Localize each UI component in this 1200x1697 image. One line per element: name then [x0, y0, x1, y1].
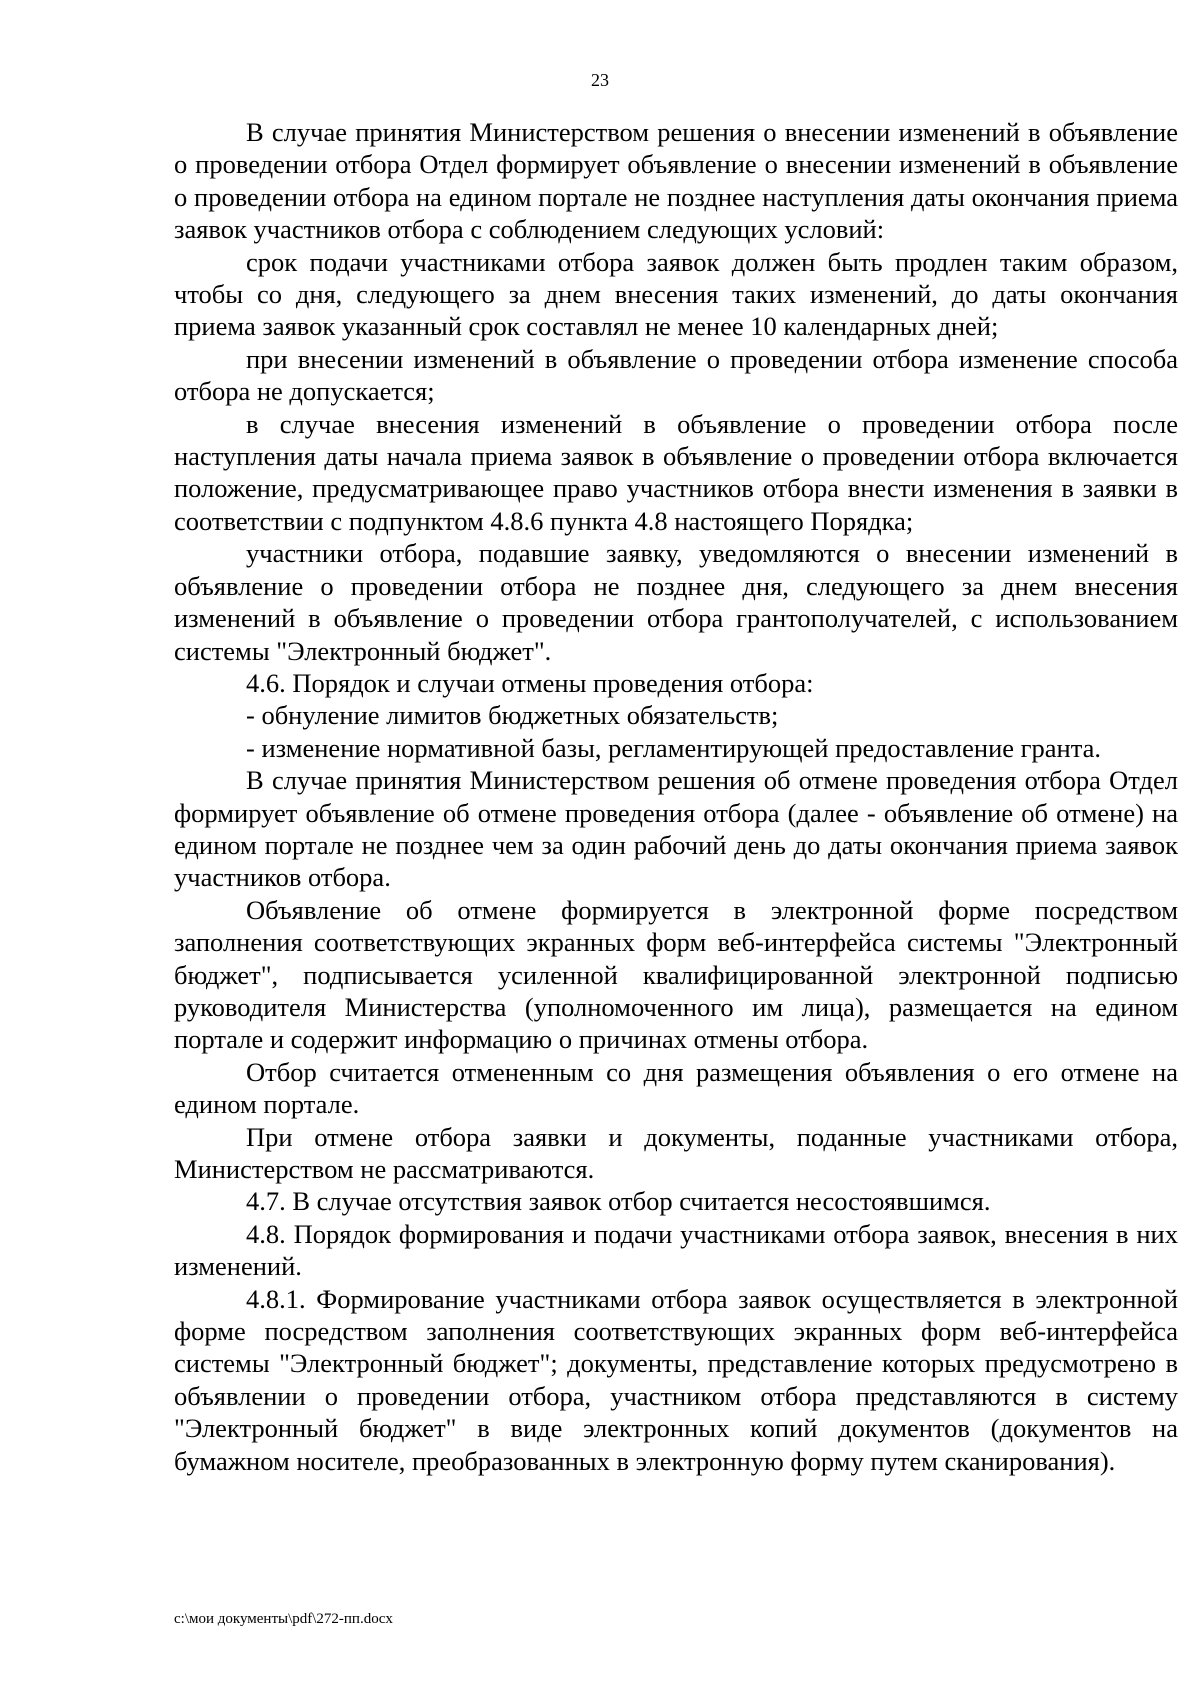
paragraph: В случае принятия Министерством решения о внесении изменений в объявление о проведении отбора Отдел формирует объявление о внесении изменений в объявление о проведении отбора на едином портале не позднее наступления даты окончания приема заявок участников отбора с соблюдением следующих условий:: [174, 117, 1178, 245]
paragraph: Отбор считается отмененным со дня размещения объявления о его отмене на едином портале.: [174, 1056, 1178, 1120]
paragraph: При отмене отбора заявки и документы, поданные участниками отбора, Министерством не рассматриваются.: [174, 1121, 1178, 1184]
paragraph: участники отбора, подавшие заявку, уведомляются о внесении изменений в объявление о проведении отбора не позднее дня, следующего за днем внесения изменений в объявление о проведении отбора грантополучателей, с использованием системы "Электронный бюджет".: [174, 538, 1178, 666]
footer-file-path: c:\мои документы\pdf\272-пп.docx: [174, 1611, 393, 1627]
paragraph: при внесении изменений в объявление о проведении отбора изменение способа отбора не допускается;: [174, 343, 1178, 407]
section-heading-4-8: 4.8. Порядок формирования и подачи участниками отбора заявок, внесения в них изменений.: [174, 1218, 1178, 1282]
page-number: 23: [591, 70, 609, 90]
paragraph: Объявление об отмене формируется в электронной форме посредством заполнения соответствующих экранных форм веб-интерфейса системы "Электронный бюджет", подписывается усиленной квалифицированной электронной подписью руководителя Министерства (уполномоченного им лица), размещается на едином портале и содержит информацию о причинах отмены отбора.: [174, 894, 1178, 1055]
document-body: [174, 116, 1178, 1477]
paragraph: срок подачи участниками отбора заявок должен быть продлен таким образом, чтобы со дня, следующего за днем внесения таких изменений, до даты окончания приема заявок указанный срок составлял не менее 10 календарных дней;: [174, 246, 1178, 342]
list-item: - изменение нормативной базы, регламентирующей предоставление гранта.: [246, 732, 1102, 763]
subsection-4-8-1: 4.8.1. Формирование участниками отбора заявок осуществляется в электронной форме посредством заполнения соответствующих экранных форм веб-интерфейса системы "Электронный бюджет"; документы, представление которых предусмотрено в объявлении о проведении отбора, участником отбора представляются в систему "Электронный бюджет" в виде электронных копий документов (документов на бумажном носителе, преобразованных в электронную форму путем сканирования).: [174, 1283, 1178, 1476]
paragraph: В случае принятия Министерством решения об отмене проведения отбора Отдел формирует объявление об отмене проведения отбора (далее - объявление об отмене) на едином портале не позднее чем за один рабочий день до даты окончания приема заявок участников отбора.: [174, 765, 1178, 893]
paragraph: в случае внесения изменений в объявление о проведении отбора после наступления даты начала приема заявок в объявление о проведении отбора включается положение, предусматривающее право участников отбора внести изменения в заявки в соответствии с подпунктом 4.8.6 пункта 4.8 настоящего Порядка;: [174, 408, 1178, 536]
list-item: - обнуление лимитов бюджетных обязательств;: [246, 700, 779, 731]
section-heading-4-6: 4.6. Порядок и случаи отмены проведения отбора:: [246, 667, 814, 698]
section-heading-4-7: 4.7. В случае отсутствия заявок отбор считается несостоявшимся.: [246, 1186, 991, 1217]
